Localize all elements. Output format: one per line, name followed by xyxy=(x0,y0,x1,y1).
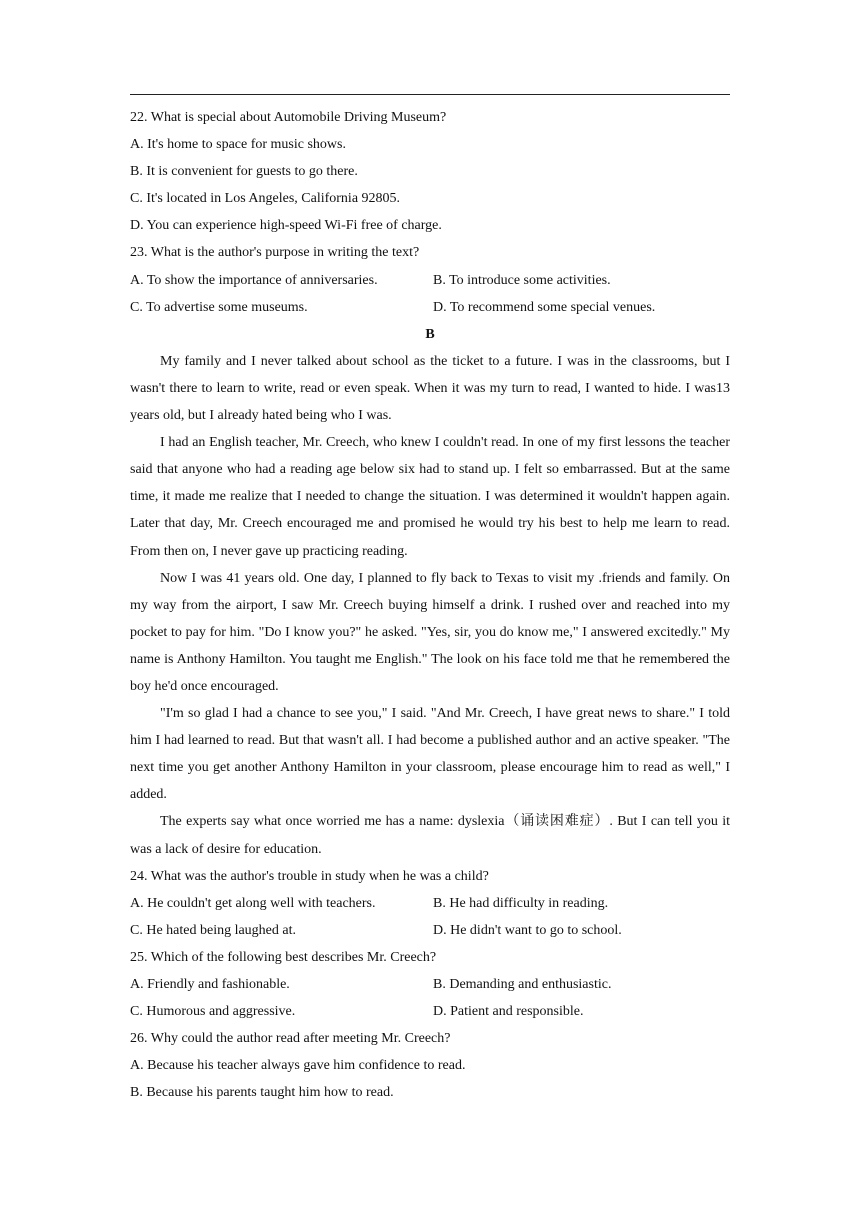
section-title: B xyxy=(425,326,435,342)
option-row xyxy=(130,890,730,917)
passage-paragraph: I had an English teacher, Mr. Creech, who knew I couldn't read. In one of my first lessons the teacher said that anyone who had a reading age below six had to stand up. I felt so embarrassed. But at the same time, it made me realize that I needed to change the situation. I was determined it wouldn't happen again. Later that day, Mr. Creech encouraged me and promised he would try his best to help me learn to read. From then on, I never gave up practicing reading. xyxy=(130,435,730,559)
option-row xyxy=(130,998,730,1025)
passage-paragraph: My family and I never talked about school as the ticket to a future. I was in the classrooms, but I wasn't there to learn to write, read or even speak. When it was my turn to read, I wanted to hide. I was13 years old, but I already hated being who I was. xyxy=(130,353,730,424)
option-a: A. Friendly and fashionable. xyxy=(130,977,290,992)
option-b: B. Because his parents taught him how to read. xyxy=(130,1085,394,1101)
question-text: 26. Why could the author read after meeting Mr. Creech? xyxy=(130,1031,451,1047)
option-b: B. Demanding and enthusiastic. xyxy=(433,977,612,992)
option-d: D. You can experience high-speed Wi-Fi free of charge. xyxy=(130,218,442,234)
passage-paragraph: "I'm so glad I had a chance to see you," I said. "And Mr. Creech, I have great news to share." I told him I had learned to read. But that wasn't all. I had become a published author and an active speaker. "The next time you get another Anthony Hamilton in your classroom, please encourage him to read as well," I added. xyxy=(130,706,730,803)
question-text: 22. What is special about Automobile Driving Museum? xyxy=(130,110,447,125)
header-rule xyxy=(130,94,730,95)
option-row xyxy=(130,971,730,998)
option-a: A. It's home to space for music shows. xyxy=(130,137,346,153)
question-23 xyxy=(130,239,730,320)
option-c: C. To advertise some museums. xyxy=(130,299,308,315)
option-a: A. He couldn't get along well with teachers. xyxy=(130,895,376,911)
question-26 xyxy=(130,1025,730,1106)
option-row xyxy=(130,917,730,944)
option-c: C. It's located in Los Angeles, California 92805. xyxy=(130,191,401,207)
question-22 xyxy=(130,104,730,239)
option-row xyxy=(130,294,730,321)
option-c: C. Humorous and aggressive. xyxy=(130,1004,296,1020)
question-text: 25. Which of the following best describes Mr. Creech? xyxy=(130,949,437,965)
option-d: D. He didn't want to go to school. xyxy=(433,922,622,938)
question-text: 23. What is the author's purpose in writing the text? xyxy=(130,245,420,261)
option-a: A. Because his teacher always gave him confidence to read. xyxy=(130,1058,466,1074)
question-25 xyxy=(130,944,730,1025)
option-d: D. Patient and responsible. xyxy=(433,1004,584,1020)
question-text: 24. What was the author's trouble in study when he was a child? xyxy=(130,868,489,884)
option-row xyxy=(130,267,730,294)
reading-passage xyxy=(130,348,730,863)
option-b: B. It is convenient for guests to go there. xyxy=(130,164,358,180)
passage-paragraph: Now I was 41 years old. One day, I planned to fly back to Texas to visit my .friends and family. On my way from the airport, I saw Mr. Creech buying himself a drink. I rushed over and reached into my pocket to pay for him. "Do I know you?" he asked. "Yes, sir, you do know me," I answered excitedly." My name is Anthony Hamilton. You taught me English." The look on his face told me that he remembered the boy he'd once encouraged. xyxy=(130,570,730,694)
option-a: A. To show the importance of anniversaries. xyxy=(130,272,378,288)
option-b: B. He had difficulty in reading. xyxy=(433,895,609,911)
option-b: B. To introduce some activities. xyxy=(433,272,611,288)
passage-paragraph: The experts say what once worried me has a name: dyslexia（诵读困难症）. But I can tell you it was a lack of desire for education. xyxy=(130,814,730,857)
option-c: C. He hated being laughed at. xyxy=(130,922,297,938)
option-d: D. To recommend some special venues. xyxy=(433,299,656,315)
document-body xyxy=(130,104,730,1106)
question-24 xyxy=(130,863,730,944)
